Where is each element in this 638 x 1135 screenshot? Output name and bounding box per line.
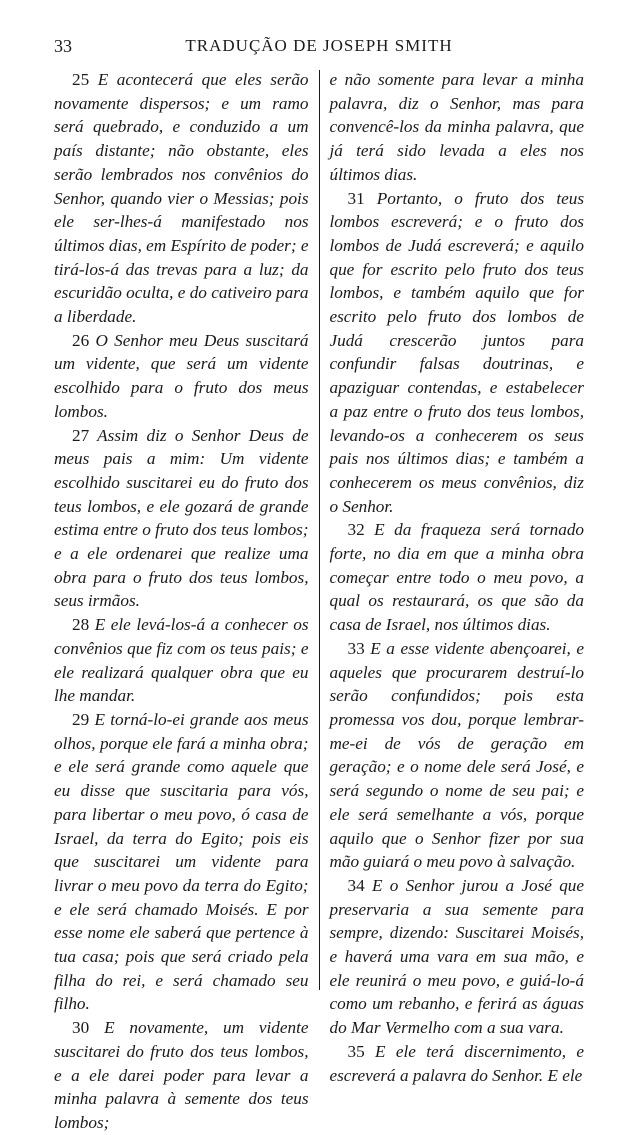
page-header — [54, 36, 584, 68]
verse — [329, 874, 584, 1040]
verse-text: Assim diz o Senhor Deus de meus pais a mim: Um vidente escolhido suscitarei eu do fruto dos teus lombos, e ele gozará de grande estima entre o fruto dos teus lombos; e a ele ordenarei que realize uma obra para o fruto dos teus lombos, seus irmãos. — [54, 425, 309, 611]
verse — [54, 68, 309, 329]
verse-number: 31 — [347, 188, 365, 208]
verse-text: E da fraqueza será tornado forte, no dia em que a minha obra começar entre todo o meu povo, a qual os restaurará, os que são da casa de Israel, nos últimos dias. — [329, 520, 585, 635]
verse — [54, 329, 309, 424]
verse-number: 26 — [72, 330, 90, 350]
verse-number: 28 — [72, 615, 90, 635]
verse-text: E acontecerá que eles serão novamente dispersos; e um ramo será quebrado, e conduzido a um país distante; não obstante, eles serão lembrados nos convênios do Senhor, quando vier o Messias; pois ele ser-lhes-á manifestado nos últimos dias, em Espírito de poder; e tirá-los-á das trevas para a luz; da escuridão oculta, e do cativeiro para a liberdade. — [54, 70, 309, 327]
verse-number: 35 — [347, 1041, 365, 1061]
verse-text: E torná-lo-ei grande aos meus olhos, porque ele fará a minha obra; e ele será grande como aquele que eu disse que suscitaria para vós, para libertar o meu povo, ó casa de Israel, da terra do Egito; pois eis que suscitarei um vidente para livrar o meu povo da terra do Egito; e ele será chamado Moisés. E por esse nome ele saberá que pertence à tua casa; pois que será criado pela filha do rei, e será chamado seu filho. — [54, 709, 309, 1014]
verse-text: e não somente para levar a minha palavra, diz o Senhor, mas para convencê-los da minha palavra, que já terá sido levada a eles nos últimos dias. — [329, 70, 584, 184]
verse-text: E o Senhor jurou a José que preservaria a sua semente para sempre, dizendo: Suscitarei Moisés, e haverá uma vara em sua mão, e ele reunirá o meu povo, e guiá-lo-á como um rebanho, e ferirá as águas do Mar Vermelho com a sua vara. — [329, 875, 585, 1038]
page-number: 33 — [54, 36, 72, 56]
verse — [54, 1016, 309, 1135]
verse-number: 25 — [72, 70, 90, 89]
verse — [54, 708, 309, 1016]
verse-text: E ele levá-los-á a conhecer os convênios que fiz com os teus pais; e ele realizará qualquer obra que eu lhe mandar. — [54, 615, 309, 706]
verse — [329, 187, 584, 519]
verse-number: 27 — [72, 425, 90, 445]
verse-text: E novamente, um vidente suscitarei do fruto dos teus lombos, e a ele darei poder para levar a minha palavra à semente dos teus lombos; — [54, 1018, 309, 1132]
verse — [329, 637, 584, 874]
verse-text: E ele terá discernimento, e escreverá a palavra do Senhor. E ele — [329, 1041, 584, 1085]
verse — [329, 518, 584, 637]
verse — [329, 1040, 584, 1087]
verse-text: E a esse vidente abençoarei, e aqueles que procurarem destruí-lo serão confundidos; pois esta promessa vos dou, porque lembrar-me-ei de vós de geração em geração; e o nome dele será José, e será segundo o nome de seu pai; e ele será semelhante a vós, porque aquilo que o Senhor fizer por sua mão guiará o meu povo à salvação. — [329, 638, 584, 872]
running-head: TRADUÇÃO DE JOSEPH SMITH — [185, 36, 453, 55]
verse — [54, 424, 309, 614]
right-column — [319, 68, 585, 1085]
verse — [329, 68, 584, 187]
verse-number: 30 — [72, 1018, 90, 1038]
verse-number: 29 — [72, 709, 90, 729]
verse-number: 34 — [347, 875, 365, 895]
verse-text: O Senhor meu Deus suscitará um vidente, que será um vidente escolhido para o fruto dos meus lombos. — [54, 330, 309, 421]
verse-number: 32 — [347, 520, 365, 540]
left-column — [54, 68, 319, 1132]
verse-text: Portanto, o fruto dos teus lombos escreverá; e o fruto dos lombos de Judá escreverá; e aquilo que for escrito pelo fruto dos teus lombos, e também aquilo que for escrito pelo fruto dos lombos de Judá crescerão juntos para confundir falsas doutrinas, e apaziguar contendas, e estabelecer a paz entre o fruto dos teus lombos, levando-os a conhecerem os seus pais nos últimos dias; e também a conhecerem os meus convênios, diz o Senhor. — [329, 188, 585, 516]
verse — [54, 613, 309, 708]
verse-number: 33 — [347, 638, 365, 658]
text-columns — [54, 68, 585, 1132]
